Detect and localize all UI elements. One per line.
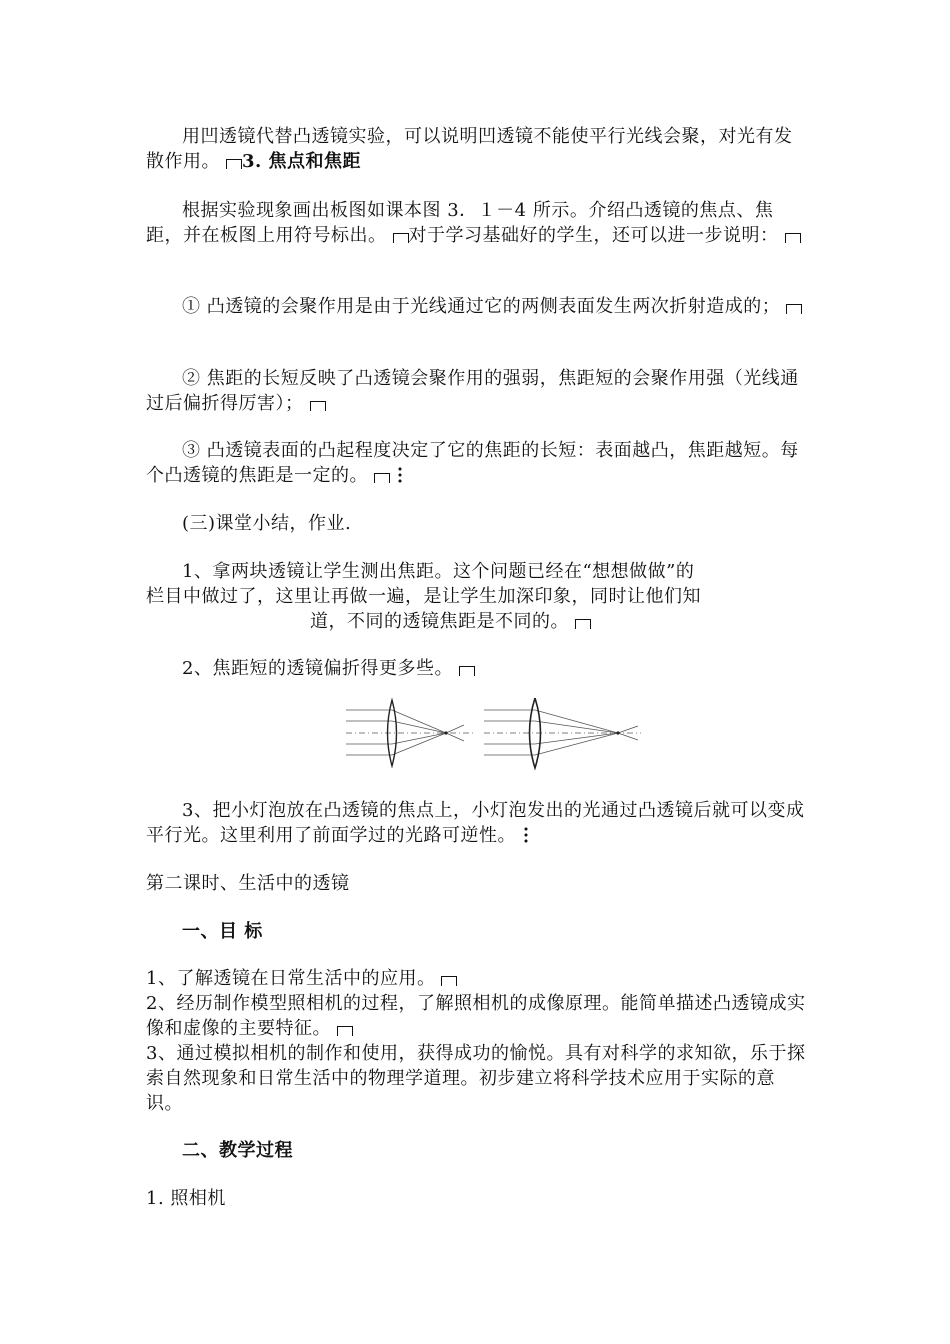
ellipsis-mark-icon (398, 466, 402, 484)
goal-text: 2、经历制作模型照相机的过程，了解照相机的成像原理。能简单描述凸透镜成实像和虚像的主要特征。 (146, 993, 806, 1039)
paragraph-text: 3、把小灯泡放在凸透镜的焦点上，小灯泡发出的光通过凸透镜后就可以变成平行光。这里利用了前面学过的光路可逆性。 (146, 800, 805, 846)
summary-heading: (三)课堂小结，作业. (182, 513, 352, 534)
ellipsis-mark-icon (524, 826, 528, 844)
list-item-1 (146, 294, 808, 319)
list-item-text: ① 凸透镜的会聚作用是由于光线通过它的两侧表面发生两次折射造成的； (182, 296, 781, 317)
return-mark-icon (374, 473, 390, 483)
paragraph-text: 对于学习基础好的学生，还可以进一步说明： (408, 225, 779, 246)
paragraph-board-diagram (146, 198, 808, 248)
section-heading-focus: 3. 焦点和焦距 (242, 151, 362, 172)
goal-item-3: 3、通过模拟相机的制作和使用，获得成功的愉悦。具有对科学的求知欲，乐于探索自然现象和日常生活中的物理学道理。初步建立将科学技术应用于实际的意识。 (146, 1043, 806, 1114)
lens-diagram (346, 698, 646, 778)
paragraph-short-focal (146, 656, 808, 681)
heading-goals: 一、目 标 (182, 921, 263, 942)
list-item-3 (146, 438, 808, 488)
return-mark-icon (226, 159, 242, 169)
goal-item-1 (146, 966, 808, 991)
process-item-camera: 1. 照相机 (146, 1188, 226, 1209)
paragraph-concave-lens (146, 124, 808, 174)
return-mark-icon (786, 304, 802, 314)
paragraph-line: 道，不同的透镜焦距是不同的。 (310, 611, 569, 632)
paragraph-text: 用凹透镜代替凸透镜实验，可以说明凹透镜不能使平行光线会聚，对光有发散作用。 (146, 126, 793, 172)
list-item-2 (146, 366, 808, 416)
goal-item-2 (146, 991, 808, 1041)
paragraph-line: 栏目中做过了，这里让再做一遍，是让学生加深印象，同时让他们知 (146, 586, 701, 607)
paragraph-line: 1、拿两块透镜让学生测出焦距。这个问题已经在“想想做做”的 (182, 561, 695, 582)
return-mark-icon (441, 976, 457, 986)
heading-teaching-process: 二、教学过程 (182, 1140, 293, 1161)
paragraph-measure-focal (146, 559, 808, 634)
return-mark-icon (393, 233, 409, 243)
goal-text: 1、了解透镜在日常生活中的应用。 (146, 968, 436, 989)
return-mark-icon (785, 233, 801, 243)
list-item-text: ② 焦距的长短反映了凸透镜会聚作用的强弱，焦距短的会聚作用强（光线通过后偏折得厉害）； (146, 368, 799, 414)
short-focal-lens-diagram (484, 698, 641, 768)
long-focal-lens-diagram (346, 700, 476, 766)
return-mark-icon (310, 401, 326, 411)
paragraph-text: 2、焦距短的透镜偏折得更多些。 (182, 658, 453, 679)
return-mark-icon (337, 1026, 353, 1036)
list-item-text: ③ 凸透镜表面的凸起程度决定了它的焦距的长短：表面越凸，焦距越短。每个凸透镜的焦距是一定的。 (146, 440, 799, 486)
lesson-title: 第二课时、生活中的透镜 (146, 873, 350, 894)
return-mark-icon (575, 619, 591, 629)
return-mark-icon (459, 666, 475, 676)
paragraph-bulb (146, 798, 808, 848)
lens-focal-figure (346, 698, 646, 778)
paragraph-text: 根据实验现象画出板图如课本图 3．１－4 所示。介绍凸透镜的焦点、焦距，并在板图上用符号标出。 (146, 200, 774, 246)
